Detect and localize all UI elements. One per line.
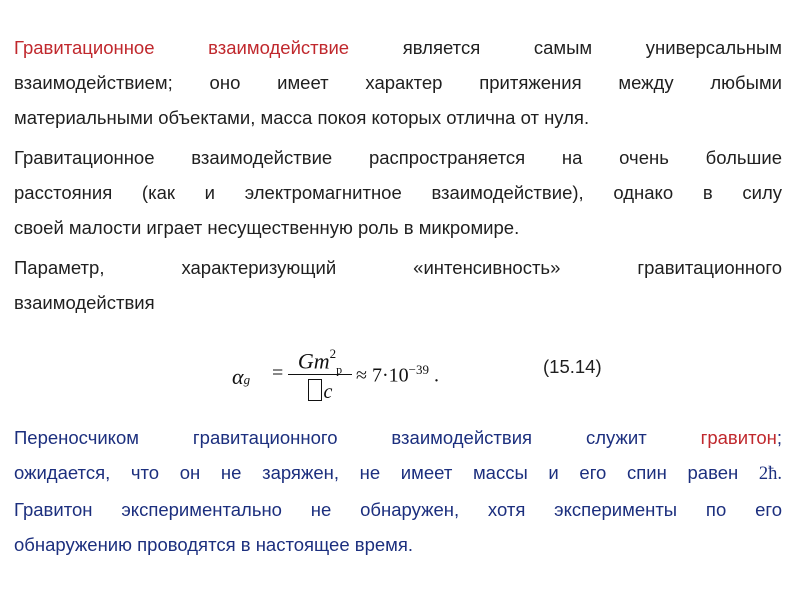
formula-alpha-g bbox=[232, 340, 472, 412]
formula-alpha: αg bbox=[232, 364, 251, 389]
p4-line-2: ожидается, что он не заряжен, не имеет массы и его спин равен 2ħ. bbox=[14, 462, 782, 484]
term-gravitational-interaction: Гравитационное взаимодействие bbox=[14, 37, 350, 58]
p1-line-3: материальными объектами, масса покоя которых отлична от нуля. bbox=[14, 107, 590, 128]
term-graviton: гравитон bbox=[700, 427, 777, 448]
p4-line-3: Гравитон экспериментально не обнаружен, хотя эксперименты по его bbox=[14, 499, 782, 520]
formula-denominator: c bbox=[288, 377, 352, 407]
formula-fraction bbox=[288, 340, 352, 407]
paragraph-definition bbox=[14, 30, 782, 135]
spin-value: 2ħ. bbox=[758, 464, 782, 484]
p4-line-4: обнаружению проводятся в настоящее время. bbox=[14, 534, 414, 555]
paragraph-parameter bbox=[14, 250, 782, 320]
p1-line-1: Гравитационное взаимодействие является самым универсальным bbox=[14, 37, 783, 58]
p3-line-2: взаимодействия bbox=[14, 292, 155, 313]
p3-line-1: Параметр, характеризующий «интенсивность» гравитационного bbox=[14, 257, 782, 278]
paragraph-graviton bbox=[14, 420, 782, 562]
fraction-bar bbox=[288, 374, 352, 375]
p2-line-3: своей малости играет несущественную роль в микромире. bbox=[14, 217, 520, 238]
equation-number: (15.14) bbox=[543, 356, 602, 377]
p2-line-1: Гравитационное взаимодействие распространяется на очень большие bbox=[14, 147, 782, 168]
p2-line-2: расстояния (как и электромагнитное взаимодействие), однако в силу bbox=[14, 182, 782, 203]
formula-numerator: $Gm^2_p$ bbox=[297, 346, 343, 377]
p4-line-1: Переносчиком гравитационного взаимодействия служит гравитон; bbox=[14, 427, 783, 448]
formula-approx-value: ≈ $7\cdot 10^{-39}$ . bbox=[356, 362, 439, 387]
p1-line-2: взаимодействием; оно имеет характер притяжения между любыми bbox=[14, 72, 782, 93]
paragraph-range bbox=[14, 140, 782, 245]
missing-glyph-box bbox=[308, 379, 322, 401]
formula-equals: = bbox=[272, 362, 284, 384]
